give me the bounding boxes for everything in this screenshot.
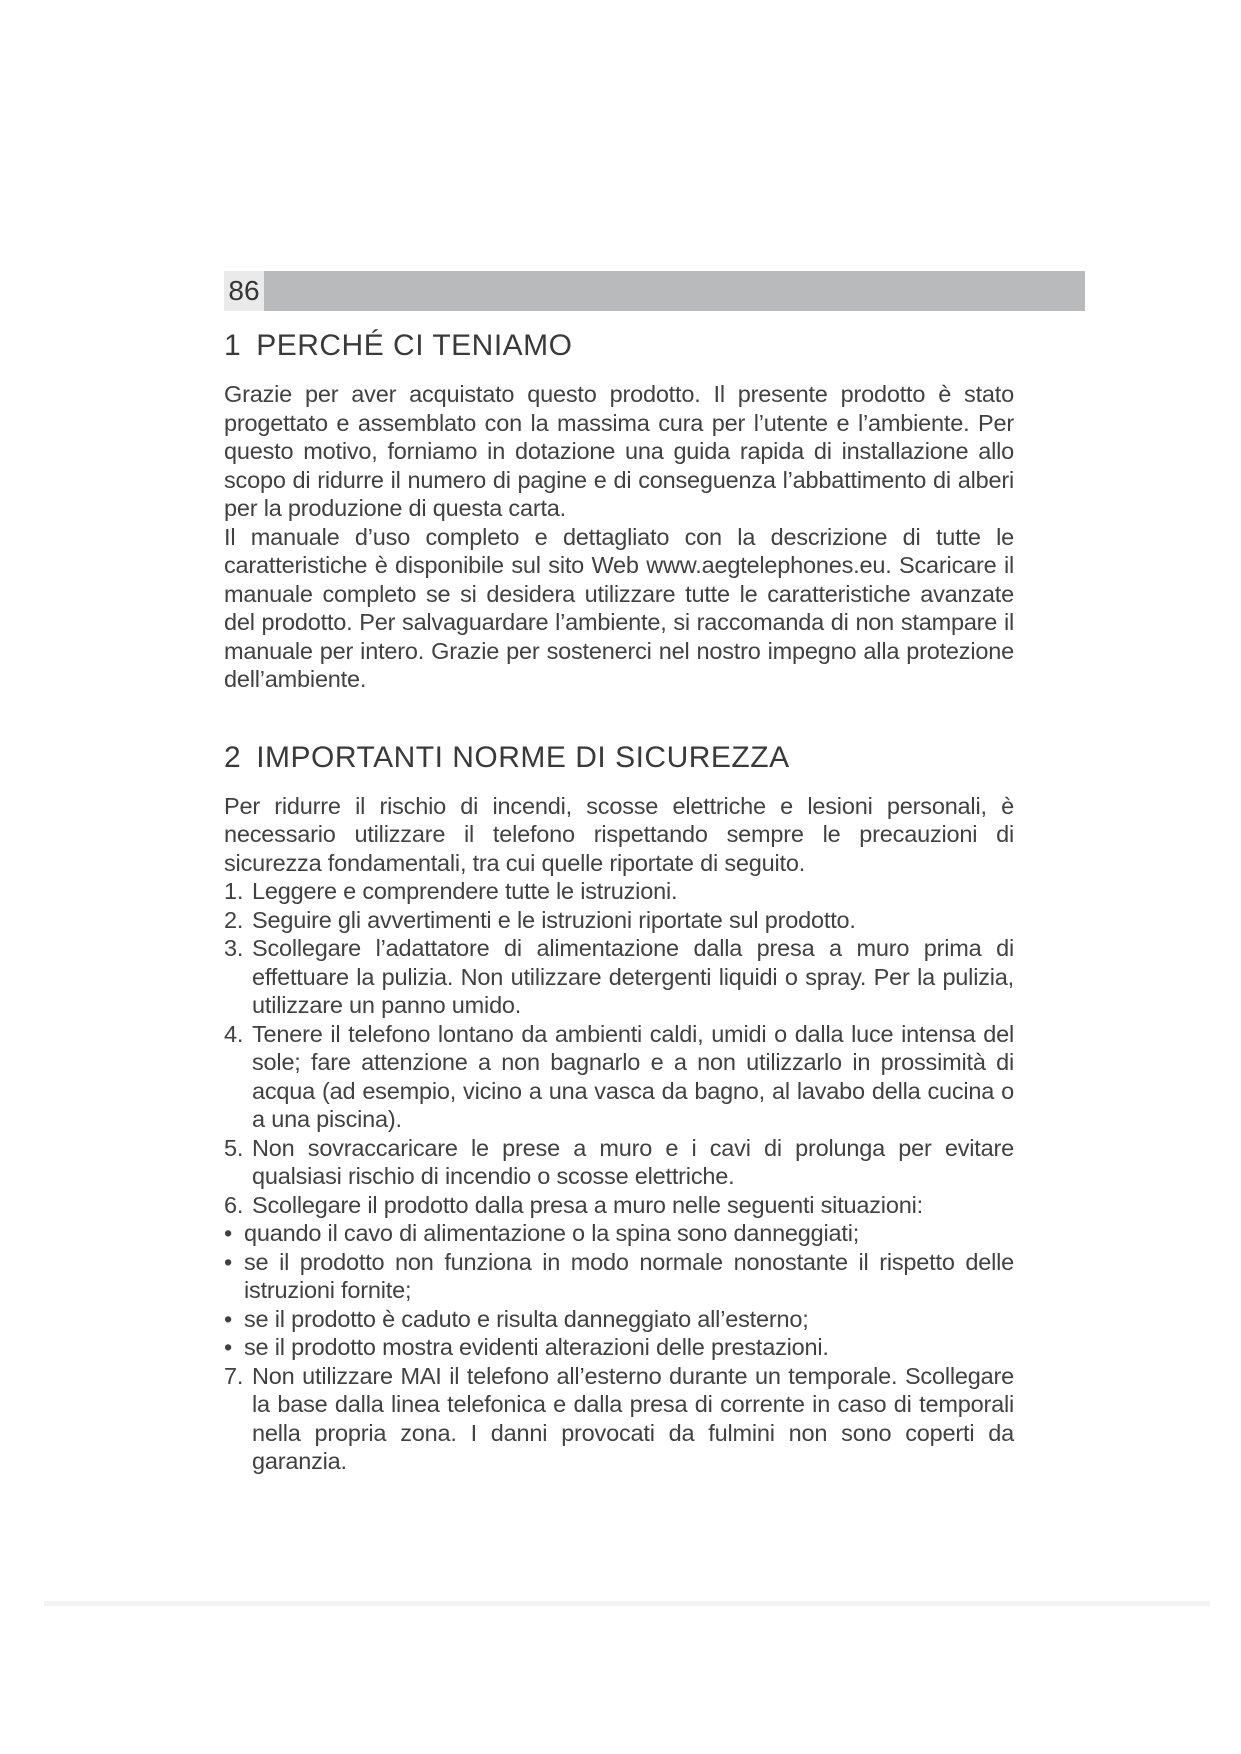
- paragraph: Grazie per aver acquistato questo prodotto. Il presente prodotto è stato progettato e assemblato con la massima cura per l’utente e l’ambiente. Per questo motivo, forniamo in dotazione una guida rapida di installazione allo scopo di ridurre il numero di pagine e di conseguenza l’abbattimento di alberi per la produzione di questa carta.: [224, 381, 1014, 521]
- list-item-numbered: [224, 934, 1014, 1020]
- list-item-bullet: [224, 1248, 1014, 1305]
- safety-list: [224, 877, 1014, 1476]
- list-item-bullet: [224, 1305, 1014, 1334]
- bullet-icon: •: [224, 1305, 233, 1332]
- list-item-numbered: [224, 1191, 1014, 1220]
- paragraph: Il manuale d’uso completo e dettagliato con la descrizione di tutte le caratteristiche è disponibile sul sito Web www.aegtelephones.eu. Scaricare il manuale completo se si desidera utilizzare tutte le caratteristiche avanzate del prodotto. Per salvaguardare l’ambiente, si raccomanda di non stampare il manuale per intero. Grazie per sostenerci nel nostro impegno alla protezione dell’ambiente.: [224, 523, 1014, 692]
- section-number: 1: [224, 329, 242, 362]
- scan-artifact-line: [44, 1601, 1210, 1606]
- page-header: [224, 271, 1085, 311]
- list-item-numbered: [224, 906, 1014, 935]
- list-item-text: se il prodotto mostra evidenti alterazioni delle prestazioni.: [244, 1334, 829, 1360]
- list-item-text: quando il cavo di alimentazione o la spina sono danneggiati;: [244, 1220, 860, 1246]
- list-item-text: se il prodotto non funziona in modo normale nonostante il rispetto delle istruzioni fornite;: [244, 1248, 1014, 1303]
- section-title-text: PERCHÉ CI TENIAMO: [256, 329, 573, 362]
- bullet-icon: •: [224, 1248, 233, 1275]
- list-item-text: Leggere e comprendere tutte le istruzioni.: [252, 878, 678, 904]
- list-item-marker: 2.: [224, 906, 244, 933]
- section-title-text: IMPORTANTI NORME DI SICUREZZA: [256, 740, 790, 774]
- list-item-text: Seguire gli avvertimenti e le istruzioni riportate sul prodotto.: [252, 906, 856, 933]
- list-item-text: Scollegare il prodotto dalla presa a muro nelle seguenti situazioni:: [252, 1191, 923, 1218]
- list-item-marker: 6.: [224, 1191, 244, 1218]
- list-item-bullet: [224, 1219, 1014, 1248]
- list-item-numbered: [224, 1134, 1014, 1191]
- list-item-bullet: [224, 1333, 1014, 1362]
- list-item-marker: 1.: [224, 878, 244, 904]
- section-title: [224, 328, 1014, 364]
- list-item-text: Non sovraccaricare le prese a muro e i cavi di prolunga per evitare qualsiasi rischio di incendio o scosse elettriche.: [252, 1134, 1014, 1189]
- list-item-numbered: [224, 1020, 1014, 1134]
- list-item-marker: 4.: [224, 1020, 244, 1047]
- list-item-text: Non utilizzare MAI il telefono all’esterno durante un temporale. Scollegare la base dalla linea telefonica e dalla presa di corrente in caso di temporali nella propria zona. I danni provocati da fulmini non sono coperti da garanzia.: [252, 1362, 1014, 1474]
- list-item-numbered: [224, 877, 1014, 906]
- list-item-text: se il prodotto è caduto e risulta danneggiato all’esterno;: [244, 1305, 809, 1332]
- section-number: 2: [224, 740, 242, 774]
- list-item-marker: 7.: [224, 1362, 244, 1389]
- list-item-numbered: [224, 1362, 1014, 1476]
- header-bar: [264, 271, 1085, 311]
- page-number: 86: [224, 271, 264, 311]
- list-item-text: Tenere il telefono lontano da ambienti caldi, umidi o dalla luce intensa del sole; fare attenzione a non bagnarlo e a non utilizzarlo in prossimità di acqua (ad esempio, vicino a una vasca da bagno, al lavabo della cucina o a una piscina).: [252, 1020, 1014, 1132]
- list-item-marker: 5.: [224, 1134, 244, 1161]
- section-why-we-care: [224, 328, 1014, 694]
- section-title: [224, 740, 1014, 776]
- page-content: [224, 328, 1014, 1476]
- section-safety-rules: [224, 740, 1014, 1476]
- list-item-text: Scollegare l’adattatore di alimentazione dalla presa a muro prima di effettuare la pulizia. Non utilizzare detergenti liquidi o spray. Per la pulizia, utilizzare un panno umido.: [252, 935, 1014, 1018]
- paragraph: Per ridurre il rischio di incendi, scosse elettriche e lesioni personali, è necessario utilizzare il telefono rispettando sempre le precauzioni di sicurezza fondamentali, tra cui quelle riportate di seguito.: [224, 792, 1014, 876]
- bullet-icon: •: [224, 1334, 233, 1360]
- list-item-marker: 3.: [224, 935, 244, 961]
- bullet-icon: •: [224, 1220, 233, 1246]
